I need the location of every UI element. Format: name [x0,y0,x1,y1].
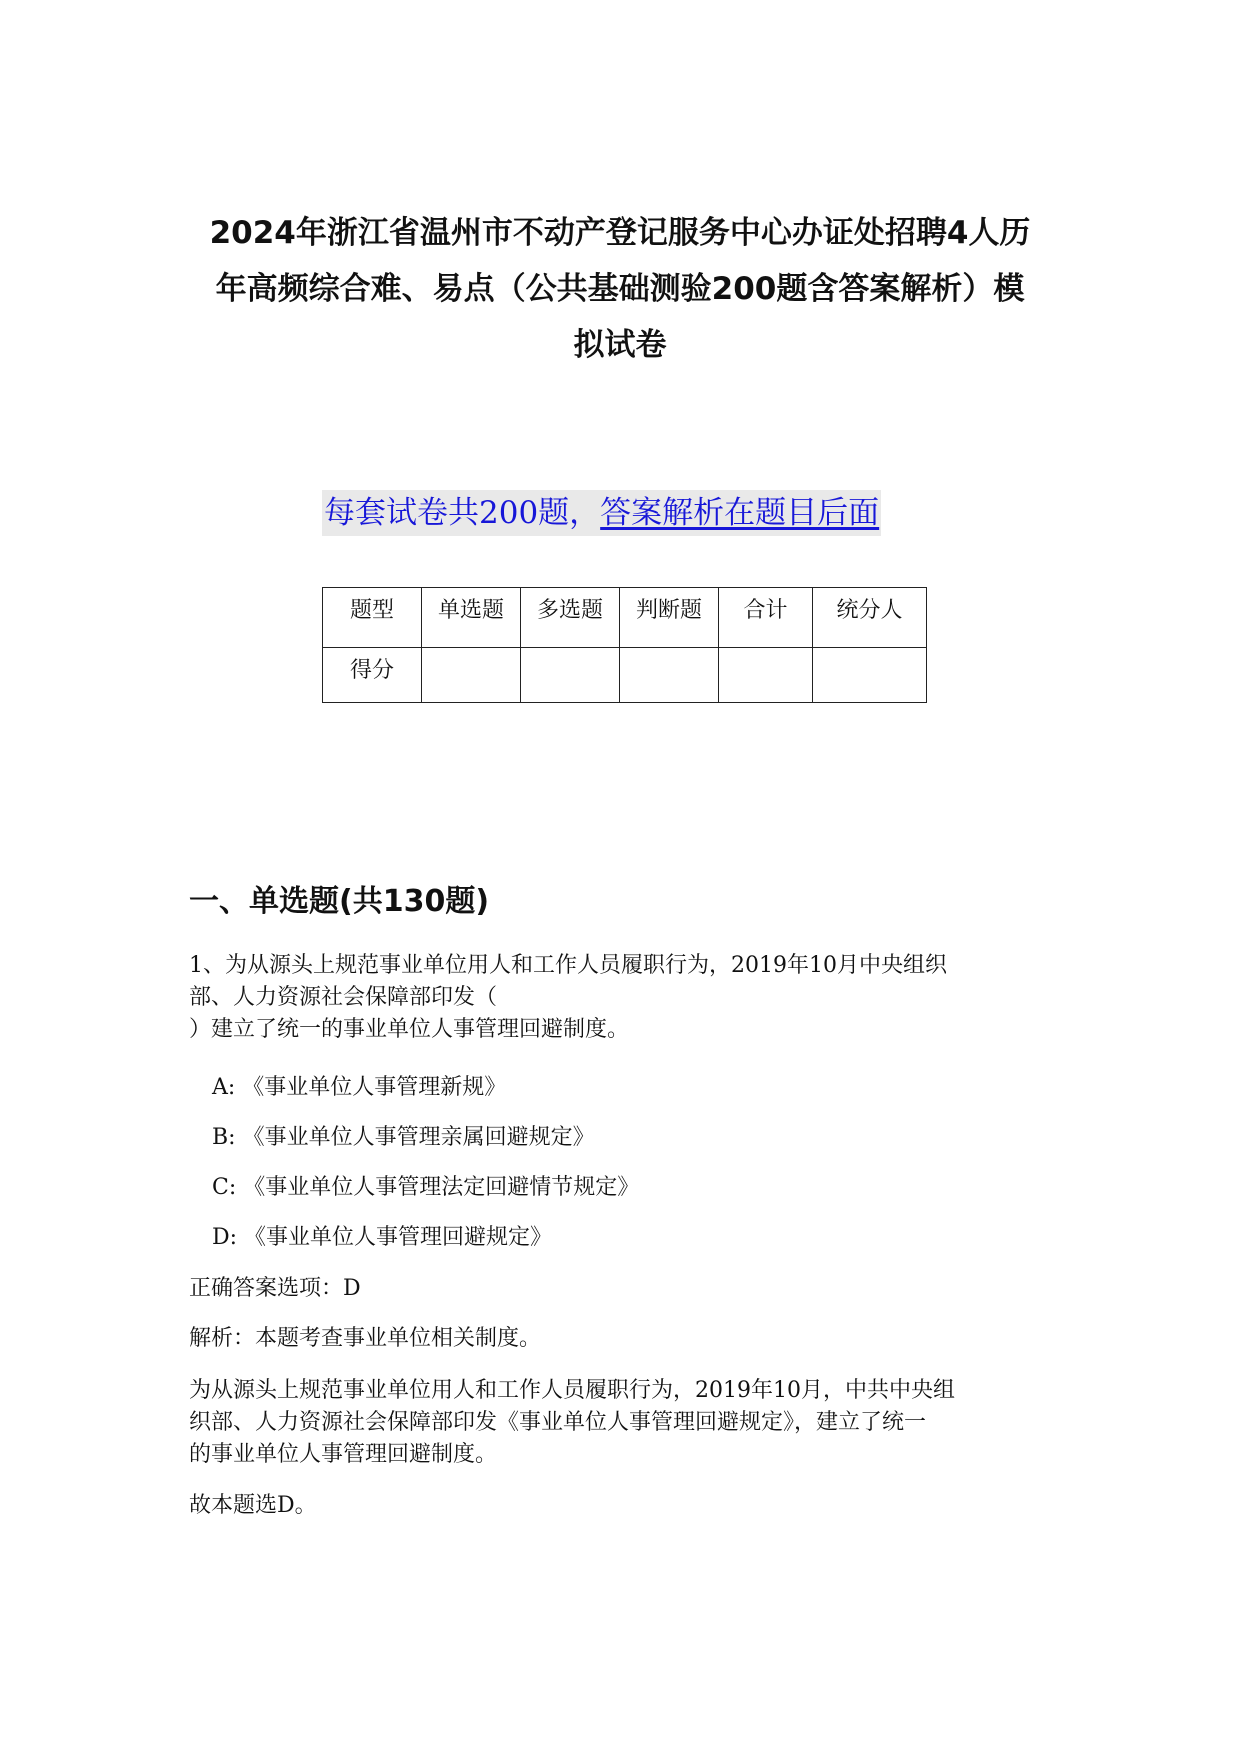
title-line-2: 年高频综合难、易点（公共基础测验200题含答案解析）模 [215,271,1025,307]
header-cell-true-false: 判断题 [620,588,719,648]
option-d: D: 《事业单位人事管理回避规定》 [212,1225,553,1250]
option-c: C: 《事业单位人事管理法定回避情节规定》 [212,1175,640,1200]
header-cell-total: 合计 [719,588,813,648]
score-cell-true-false[interactable] [620,648,719,703]
section-heading: 一、单选题(共130题) [189,884,490,919]
title-line-1: 2024年浙江省温州市不动产登记服务中心办证处招聘4人历 [209,215,1031,251]
score-cell-total[interactable] [719,648,813,703]
question-1-line-1: 1、为从源头上规范事业单位用人和工作人员履职行为，2019年10月中央组织 [189,953,947,978]
document-title [185,205,1055,373]
header-cell-multiple-choice: 多选题 [521,588,620,648]
score-cell-scorer[interactable] [813,648,927,703]
info-banner [322,490,881,536]
option-b: B: 《事业单位人事管理亲属回避规定》 [212,1125,595,1150]
conclusion: 故本题选D。 [189,1493,317,1518]
score-cell-multiple-choice[interactable] [521,648,620,703]
score-table-score-row [323,648,927,703]
row-label-score: 得分 [323,648,422,703]
correct-answer: 正确答案选项：D [189,1276,361,1301]
explanation-line-1: 为从源头上规范事业单位用人和工作人员履职行为，2019年10月，中共中央组 [189,1378,955,1403]
question-1-line-3: ）建立了统一的事业单位人事管理回避制度。 [189,1017,630,1042]
option-a: A: 《事业单位人事管理新规》 [212,1075,507,1100]
question-1-line-2: 部、人力资源社会保障部印发（ [189,985,498,1010]
score-cell-single-choice[interactable] [422,648,521,703]
question-1-text [189,950,1049,1046]
header-cell-type: 题型 [323,588,422,648]
analysis-intro: 解析：本题考查事业单位相关制度。 [189,1326,542,1351]
explanation-line-2: 织部、人力资源社会保障部印发《事业单位人事管理回避规定》，建立了统一 [189,1410,927,1435]
banner-text: 每套试卷共200题， [324,495,601,531]
header-cell-single-choice: 单选题 [422,588,521,648]
explanation-paragraph [189,1375,1059,1471]
score-table [322,587,927,703]
header-cell-scorer: 统分人 [813,588,927,648]
score-table-header-row [323,588,927,648]
explanation-line-3: 的事业单位人事管理回避制度。 [189,1442,498,1467]
title-line-3: 拟试卷 [573,327,667,363]
banner-link[interactable]: 答案解析在题目后面 [600,495,880,531]
